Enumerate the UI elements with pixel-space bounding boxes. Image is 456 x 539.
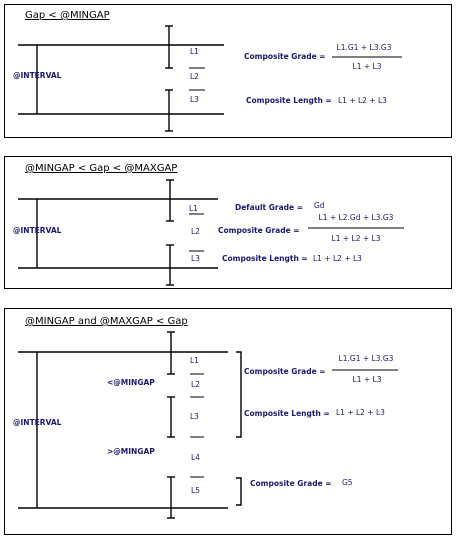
interval-label: @INTERVAL [13, 71, 62, 80]
segment-label-l1: L1 [190, 356, 199, 365]
interval-label: @INTERVAL [13, 418, 62, 427]
formula-expression: L1 + L2 + L3 [313, 254, 362, 263]
segment-label-l2: L2 [191, 227, 200, 236]
formula-label: Composite Grade = [250, 479, 332, 488]
segment-label-l3: L3 [190, 95, 199, 104]
segment-label-l1: L1 [189, 204, 198, 213]
panel-gap-less-mingap [5, 5, 452, 138]
segment-label-l2: L2 [191, 380, 200, 389]
formula-label: Default Grade = [235, 203, 304, 212]
formula-denominator: L1 + L3 [352, 62, 382, 71]
panel-border [5, 5, 452, 138]
panel-border [5, 157, 452, 289]
gap-label-above-mingap: >@MINGAP [107, 447, 155, 456]
formula-denominator: L1 + L2 + L3 [331, 234, 381, 243]
composite-bracket-lower [236, 478, 241, 505]
panel-title: @MINGAP < Gap < @MAXGAP [25, 163, 178, 174]
formula-numerator: L1.G1 + L3.G3 [336, 43, 392, 52]
formula-expression: L1 + L2 + L3 [336, 408, 385, 417]
formula-expression: L1 + L2 + L3 [338, 96, 387, 105]
segment-label-l1: L1 [190, 47, 199, 56]
segment-label-l4: L4 [191, 453, 200, 462]
composite-bracket-upper [236, 352, 241, 437]
formula-label: Composite Grade = [244, 367, 326, 376]
panel-border [5, 309, 452, 535]
panel-title: @MINGAP and @MAXGAP < Gap [25, 316, 188, 327]
formula-numerator: L1 + L2.Gd + L3.G3 [318, 213, 394, 222]
formula-numerator: L1.G1 + L3.G3 [338, 354, 394, 363]
segment-label-l5: L5 [191, 486, 200, 495]
segment-label-l3: L3 [191, 254, 200, 263]
formula-expression: G5 [342, 478, 353, 487]
segment-label-l2: L2 [190, 72, 199, 81]
formula-label: Composite Length = [246, 96, 332, 105]
formula-label: Composite Length = [222, 254, 308, 263]
panel-title: Gap < @MINGAP [25, 10, 110, 21]
formula-label: Composite Grade = [218, 226, 300, 235]
gap-label-below-mingap: <@MINGAP [107, 378, 155, 387]
interval-label: @INTERVAL [13, 226, 62, 235]
panel-gap-greater-maxgap [5, 309, 452, 535]
formula-expression: Gd [314, 201, 325, 210]
formula-label: Composite Grade = [244, 52, 326, 61]
formula-label: Composite Length = [244, 409, 330, 418]
panel-gap-between-mingap-maxgap [5, 157, 452, 289]
formula-denominator: L1 + L3 [352, 375, 382, 384]
segment-label-l3: L3 [190, 412, 199, 421]
